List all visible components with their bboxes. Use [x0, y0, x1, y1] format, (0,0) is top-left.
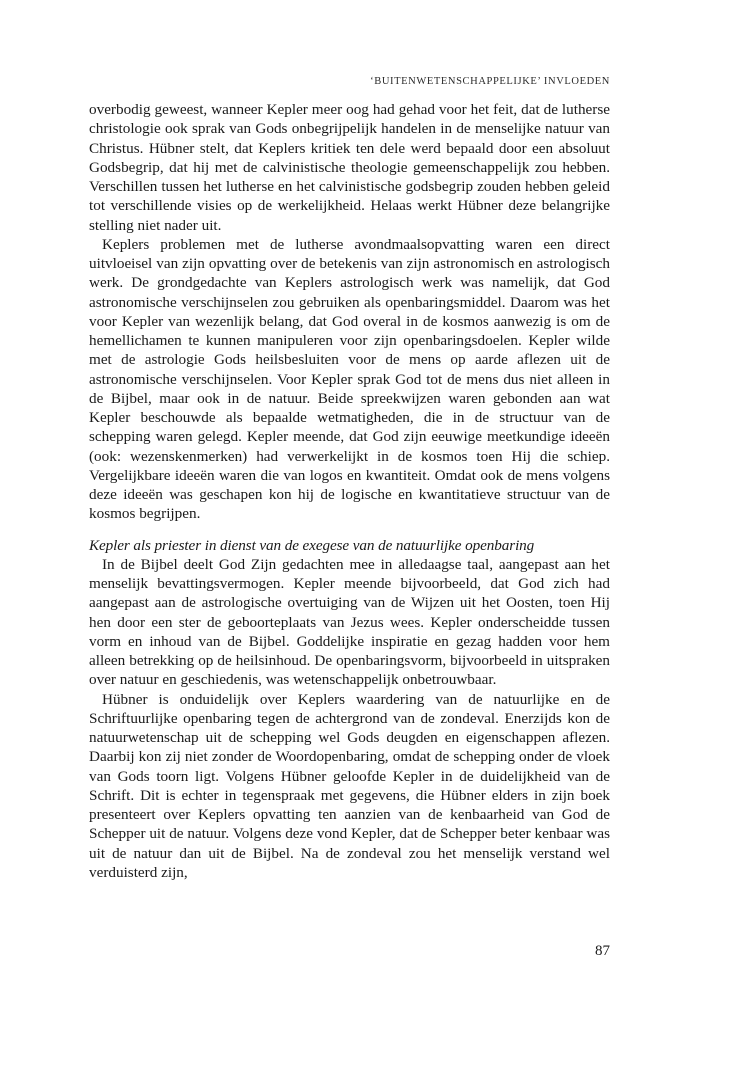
paragraph-3: In de Bijbel deelt God Zijn gedachten mee in alledaagse taal, aangepast aan het menselijk bevattingsvermogen. Kepler meende bijvoorbeeld, dat God zich had aangepast aan de astrologische overtuiging van de Wijzen uit het Oosten, toen Hij hen door een ster de geboorteplaats van Jezus wees. Kepler onderscheidde tussen vorm en inhoud van de Bijbel. Goddelijke inspiratie en gezag hadden voor hem alleen betrekking op de heilsinhoud. De openbaringsvorm, bijvoorbeeld in uitspraken over natuur en geschiedenis, was wetenschappelijk onbetrouwbaar.: [89, 555, 610, 689]
paragraph-4: Hübner is onduidelijk over Keplers waardering van de natuurlijke en de Schriftuurlijke openbaring tegen de achtergrond van de zondeval. Enerzijds kon de natuurwetenschap uit de schepping wel Gods deugden en eigenschappen aflezen. Daarbij kon zij niet zonder de Woordopenbaring, omdat de schepping onder de vloek van Gods toorn ligt. Volgens Hübner geloofde Kepler in de duidelijkheid van de Schrift. Dit is echter in tegenspraak met gegevens, die Hübner elders in zijn boek presenteert over Keplers opvatting ten aanzien van de kenbaarheid van God de Schepper uit de natuur. Volgens deze vond Kepler, dat de Schepper beter kenbaar was uit de natuur dan uit de Bijbel. Na de zondeval zou het menselijk verstand wel verduisterd zijn,: [89, 690, 610, 881]
paragraph-2: Keplers problemen met de lutherse avondmaalsopvatting waren een direct uitvloeisel van zijn opvatting over de betekenis van zijn astronomisch en astrologisch werk. De grondgedachte van Keplers astrologisch werk was namelijk, dat God astronomische verschijnselen zou gebruiken als openbaringsmiddel. Daarom was het voor Kepler van wezenlijk belang, dat God overal in de kosmos aanwezig is om de hemellichamen te kunnen manipuleren voor zijn openbaringsdoelen. Kepler wilde met de astrologie Gods heilsbesluiten voor de mens op aarde aflezen uit de astronomische verschijnselen. Voor Kepler sprak God tot de mens dus niet alleen in de Bijbel, maar ook in de natuur. Beide spreekwijzen waren gebonden aan wat Kepler beschouwde als bepaalde wetmatigheden, die in de structuur van de schepping waren gelegd. Kepler meende, dat God zijn eeuwige meetkundige ideeën (ook: wezenskenmerken) had verwerkelijkt in de kosmos toen Hij die schiep. Vergelijkbare ideeën waren die van logos en kwantiteit. Omdat ook de mens volgens deze ideeën was geschapen kon hij de logische en kwantitatieve structuur van de kosmos begrijpen.: [89, 235, 610, 523]
page-number: 87: [595, 943, 610, 959]
section-heading: Kepler als priester in dienst van de exegese van de natuurlijke openbaring: [89, 536, 535, 554]
body-text: [89, 100, 610, 882]
running-header: ‘BUITENWETENSCHAPPELIJKE’ INVLOEDEN: [370, 76, 610, 87]
paragraph-1: overbodig geweest, wanneer Kepler meer oog had gehad voor het feit, dat de lutherse christologie ook sprak van Gods onbegrijpelijk handelen in de menselijke natuur van Christus. Hübner stelt, dat Keplers kritiek ten dele werd bepaald door een absoluut Godsbegrip, dat hij met de calvinistische theologie gemeenschappelijk zou hebben. Verschillen tussen het lutherse en het calvinistische godsbegrip zouden hebben geleid tot verschillende visies op de werkelijkheid. Helaas werkt Hübner deze belangrijke stelling niet nader uit.: [89, 101, 610, 234]
